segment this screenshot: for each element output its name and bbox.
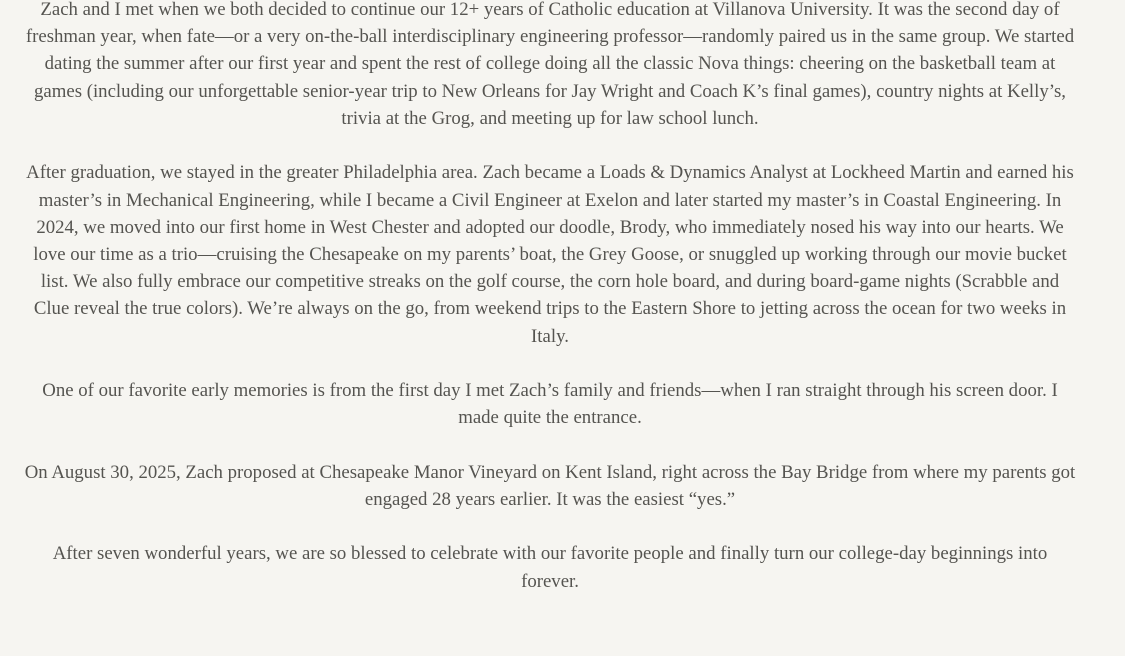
story-paragraph-how-we-met: Zach and I met when we both decided to continue our 12+ years of Catholic education at Villanova University. It was the second day of freshman year, when fate—or a very on-the-ball interdisciplinary engineering professor—randomly paired us in the same group. We started dating the summer after our first year and spent the rest of college doing all the classic Nova things: cheering on the basketball team at games (including our unforgettable senior-year trip to New Orleans for Jay Wright and Coach K’s final games), country nights at Kelly’s, trivia at the Grog, and meeting up for law school lunch.	[25, 0, 1075, 129]
story-paragraph-proposal: On August 30, 2025, Zach proposed at Chesapeake Manor Vineyard on Kent Island, right across the Bay Bridge from where my parents got engaged 28 years earlier. It was the easiest “yes.”	[24, 461, 1076, 510]
story-paragraph-after-graduation: After graduation, we stayed in the greater Philadelphia area. Zach became a Loads & Dynamics Analyst at Lockheed Martin and earned his master’s in Mechanical Engineering, while I became a Civil Engineer at Exelon and later started my master’s in Coastal Engineering. In 2024, we moved into our first home in West Chester and adopted our doodle, Brody, who immediately nosed his way into our hearts. We love our time as a trio—cruising the Chesapeake on my parents’ boat, the Grey Goose, or snuggled up working through our movie bucket list. We also fully embrace our competitive streaks on the golf course, the corn hole board, and during board-game nights (Scrabble and Clue reveal the true colors). We’re always on the go, from weekend trips to the Eastern Shore to jetting across the ocean for two weeks in Italy.	[26, 162, 1074, 347]
our-story-section	[22, 0, 1078, 622]
story-paragraph-favorite-memory: One of our favorite early memories is from the first day I met Zach’s family and friends—when I ran straight through his screen door. I made quite the entrance.	[42, 380, 1058, 429]
story-paragraph-closing: After seven wonderful years, we are so blessed to celebrate with our favorite people and finally turn our college-day beginnings into forever.	[52, 543, 1048, 592]
